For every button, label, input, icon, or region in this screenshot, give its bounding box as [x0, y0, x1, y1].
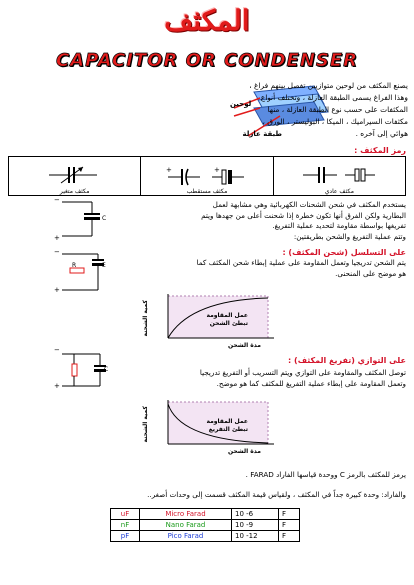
- dielectric-label: طبقة عازلة: [242, 130, 282, 138]
- usage-paragraph: [138, 200, 406, 242]
- unit-power: 10 -12: [232, 531, 279, 542]
- unit-abbr: uF: [111, 509, 140, 520]
- capacitor-symbol-table: [8, 156, 406, 196]
- polarized-capacitor-label: مكثف مستقطب: [186, 188, 228, 195]
- symbol-heading: رمز المكثف :: [354, 146, 406, 155]
- circuit1-plus: +: [54, 234, 60, 242]
- circuit2-e: E: [102, 262, 106, 269]
- unit-symbol: F: [279, 520, 300, 531]
- farad-line1: يرمز للمكثف بالرمز C ووحدة قياسها الفاراد FARAD .: [245, 470, 406, 479]
- unit-symbol: F: [279, 531, 300, 542]
- parallel-heading: على التوازي (تفريغ المكثف) :: [288, 356, 406, 365]
- parallel-paragraph: [138, 368, 406, 389]
- unit-name: Nano Farad: [140, 520, 232, 531]
- circuit3-minus: −: [54, 346, 60, 354]
- unit-name: Pico Farad: [140, 531, 232, 542]
- circuit1-c: C: [102, 215, 107, 222]
- discharging-ylabel: كمية الشحنة: [142, 406, 149, 443]
- regular-capacitor-cell: [273, 157, 405, 196]
- series-line: هو موضح على المنحنى.: [335, 268, 406, 278]
- charging-xlabel: مدة الشحن: [228, 342, 261, 349]
- variable-capacitor-symbol-icon: [45, 164, 105, 186]
- polarized-capacitor-symbol-icon: [162, 164, 252, 186]
- polarized-capacitor-cell: [141, 157, 273, 196]
- circuit2-r: R: [72, 262, 77, 269]
- table-row: [111, 520, 300, 531]
- discharging-xlabel: مدة الشحن: [228, 448, 261, 455]
- intro-line: يصنع المكثف من لوحين متوازيين تفصل بينهم فراغ ،: [249, 81, 408, 90]
- table-row: [111, 531, 300, 542]
- regular-capacitor-symbol-icon: [299, 164, 379, 186]
- table-row: [111, 509, 300, 520]
- farad-units-table: [110, 508, 300, 542]
- intro-line: هوائي إلى آخره .: [355, 129, 408, 138]
- intro-line: المكثفات على حسب نوع الطبقة العازلة ، منها: [267, 105, 408, 114]
- variable-capacitor-cell: [9, 157, 141, 196]
- series-circuit-diagrams: [54, 198, 114, 298]
- parallel-line: توصل المكثف والمقاومة على التوازي ويتم التسريب أو التفريغ تدريجيا: [199, 368, 406, 377]
- intro-line: وهذا الفراغ يسمى الطبقة العازلة ، وتختلف أنواع: [260, 93, 408, 102]
- series-line: يتم الشحن تدريجيا وتعمل المقاومة على عملية إبطاء شحن المكثف كما: [196, 258, 406, 267]
- usage-line: البطارية ولكن الفرق أنها تكون خطرة إذا شحنت أعلى من جهدها ويتم: [201, 210, 406, 220]
- svg-text:+: +: [213, 166, 220, 174]
- variable-capacitor-label: مكثف متغير: [59, 188, 90, 195]
- series-heading: على التسلسل (شحن المكثف) :: [282, 248, 406, 257]
- svg-text:+: +: [165, 166, 172, 174]
- regular-capacitor-label: مكثف عادي: [324, 188, 354, 195]
- plates-label: لوحين: [230, 100, 252, 108]
- farad-line2: والفاراد: وحدة كبيرة جداً في المكثف ، ولقياس قيمة المكثف قسمت إلى وحدات أصغر..: [147, 490, 406, 499]
- charging-note1: عمل المقاومة: [206, 312, 248, 319]
- usage-line: يستخدم المكثف في شحن الشحنات الكهربائية وهي مشابهة لعمل: [212, 200, 406, 209]
- discharging-note2: تبطئ التفريغ: [208, 426, 248, 433]
- discharging-note1: عمل المقاومة: [206, 418, 248, 425]
- unit-abbr: nF: [111, 520, 140, 531]
- page-title-arabic: المكثف: [164, 4, 250, 37]
- charging-ylabel: كمية الشحنة: [142, 300, 149, 337]
- circuit3-plus: +: [54, 382, 60, 390]
- usage-line: تفريغها بواسطة مقاومة لتحديد عملية التفريغ.: [272, 221, 406, 230]
- unit-symbol: F: [279, 509, 300, 520]
- usage-line: وتتم عملية التفريغ والشحن بطريقتين:: [293, 231, 406, 241]
- unit-abbr: pF: [111, 531, 140, 542]
- series-paragraph: [138, 258, 406, 279]
- circuit3-c: C: [104, 366, 109, 373]
- intro-line: مكثفات السيراميك ، الميكا ، البوليستر ، الورق ،: [262, 117, 408, 126]
- circuit2-plus: +: [54, 286, 60, 294]
- circuit2-minus: −: [54, 248, 60, 256]
- unit-power: 10 -6: [232, 509, 279, 520]
- charging-note2: تبطئ الشحن: [209, 320, 248, 327]
- parallel-line: وتعمل المقاومة على إبطاء عملية التفريغ للمكثف كما هو موضح.: [216, 378, 406, 388]
- unit-power: 10 -9: [232, 520, 279, 531]
- unit-name: Micro Farad: [140, 509, 232, 520]
- page-title-english: CAPACITOR OR CONDENSER: [55, 50, 359, 71]
- circuit1-minus: −: [54, 196, 60, 204]
- intro-paragraph: [200, 80, 408, 140]
